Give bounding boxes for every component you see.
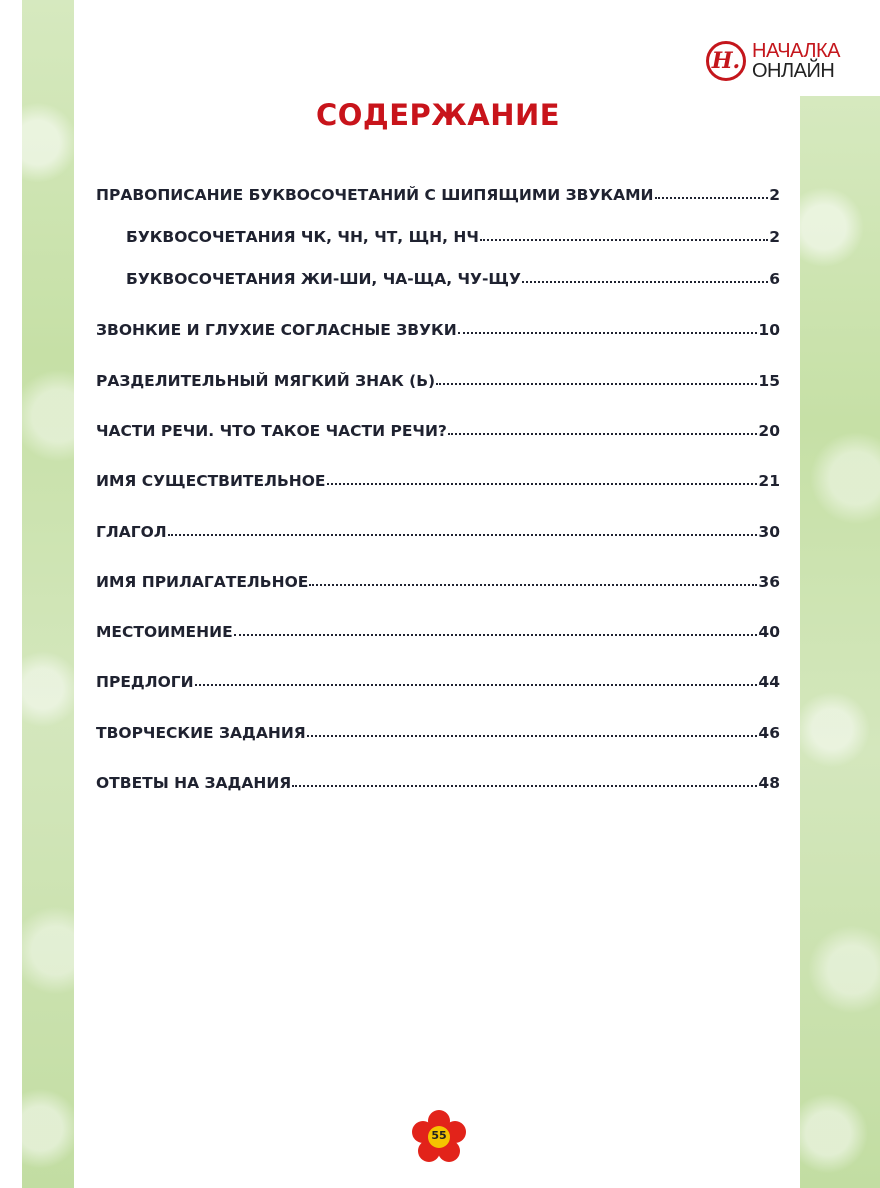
toc-entry-label: ОТВЕТЫ НА ЗАДАНИЯ (96, 774, 292, 792)
toc-entry[interactable] (96, 180, 780, 204)
toc-entry[interactable] (96, 667, 780, 691)
toc-entry-label: МЕСТОИМЕНИЕ (96, 623, 233, 641)
toc-entry-label: ЗВОНКИЕ И ГЛУХИЕ СОГЛАСНЫЕ ЗВУКИ (96, 321, 457, 339)
toc-leader-dots (327, 483, 758, 485)
toc-entry-label: ПРЕДЛОГИ (96, 673, 194, 691)
toc-entry-label: БУКВОСОЧЕТАНИЯ ЖИ-ШИ, ЧА-ЩА, ЧУ-ЩУ (126, 270, 521, 288)
toc-leader-dots (168, 534, 758, 536)
toc-entry-page: 30 (758, 523, 780, 541)
toc-entry-page: 21 (758, 472, 780, 490)
toc-entry[interactable] (96, 466, 780, 490)
toc-leader-dots (234, 634, 758, 636)
toc-entry-label: ТВОРЧЕСКИЕ ЗАДАНИЯ (96, 724, 306, 742)
toc-entry-label: ИМЯ ПРИЛАГАТЕЛЬНОЕ (96, 573, 309, 591)
toc-subentry[interactable] (126, 222, 780, 246)
toc-leader-dots (448, 433, 758, 435)
toc-entry-label: ИМЯ СУЩЕСТВИТЕЛЬНОЕ (96, 472, 326, 490)
toc-entry[interactable] (96, 768, 780, 792)
toc-entry-label: БУКВОСОЧЕТАНИЯ ЧК, ЧН, ЧТ, ЩН, НЧ (126, 228, 479, 246)
toc-entry-label: ГЛАГОЛ (96, 523, 167, 541)
toc-entry-page: 6 (769, 270, 780, 288)
toc-entry[interactable] (96, 517, 780, 541)
toc-entry-page: 2 (769, 228, 780, 246)
toc-leader-dots (655, 197, 769, 199)
toc-entry-page: 15 (758, 372, 780, 390)
toc-entry[interactable] (96, 416, 780, 440)
logo-text (752, 41, 840, 81)
toc-leader-dots (436, 383, 757, 385)
toc-entry-label: ЧАСТИ РЕЧИ. ЧТО ТАКОЕ ЧАСТИ РЕЧИ? (96, 422, 447, 440)
toc-entry[interactable] (96, 315, 780, 339)
toc-entry[interactable] (96, 567, 780, 591)
toc-entry-page: 2 (769, 186, 780, 204)
toc-entry-page: 40 (758, 623, 780, 641)
toc-leader-dots (522, 281, 768, 283)
toc-entry-page: 20 (758, 422, 780, 440)
toc-entry-page: 48 (758, 774, 780, 792)
toc-entry-page: 46 (758, 724, 780, 742)
logo-line2: ОНЛАЙН (752, 60, 835, 82)
logo-line1: НАЧАЛКА (752, 40, 840, 62)
toc-entry-page: 10 (758, 321, 780, 339)
toc-entry-label: ПРАВОПИСАНИЕ БУКВОСОЧЕТАНИЙ С ШИПЯЩИМИ ЗВУКАМИ (96, 186, 654, 204)
toc-entry-label: РАЗДЕЛИТЕЛЬНЫЙ МЯГКИЙ ЗНАК (Ь) (96, 372, 436, 390)
page-title: СОДЕРЖАНИЕ (315, 98, 561, 132)
page-number: 55 (431, 1129, 447, 1142)
toc-leader-dots (195, 684, 758, 686)
left-decorative-stripe (22, 0, 74, 1188)
publisher-logo (706, 36, 846, 86)
page-number-badge (411, 1110, 467, 1166)
toc-leader-dots (458, 332, 758, 334)
toc-leader-dots (309, 584, 757, 586)
toc-entry-page: 44 (758, 673, 780, 691)
toc-subentry[interactable] (126, 264, 780, 288)
toc-entry[interactable] (96, 617, 780, 641)
logo-emblem-icon: Н. (706, 41, 746, 81)
toc-entry[interactable] (96, 366, 780, 390)
toc-entry-page: 36 (758, 573, 780, 591)
toc-leader-dots (307, 735, 758, 737)
toc-leader-dots (480, 239, 768, 241)
toc-leader-dots (292, 785, 757, 787)
toc-entry[interactable] (96, 718, 780, 742)
right-decorative-stripe (800, 96, 880, 1188)
